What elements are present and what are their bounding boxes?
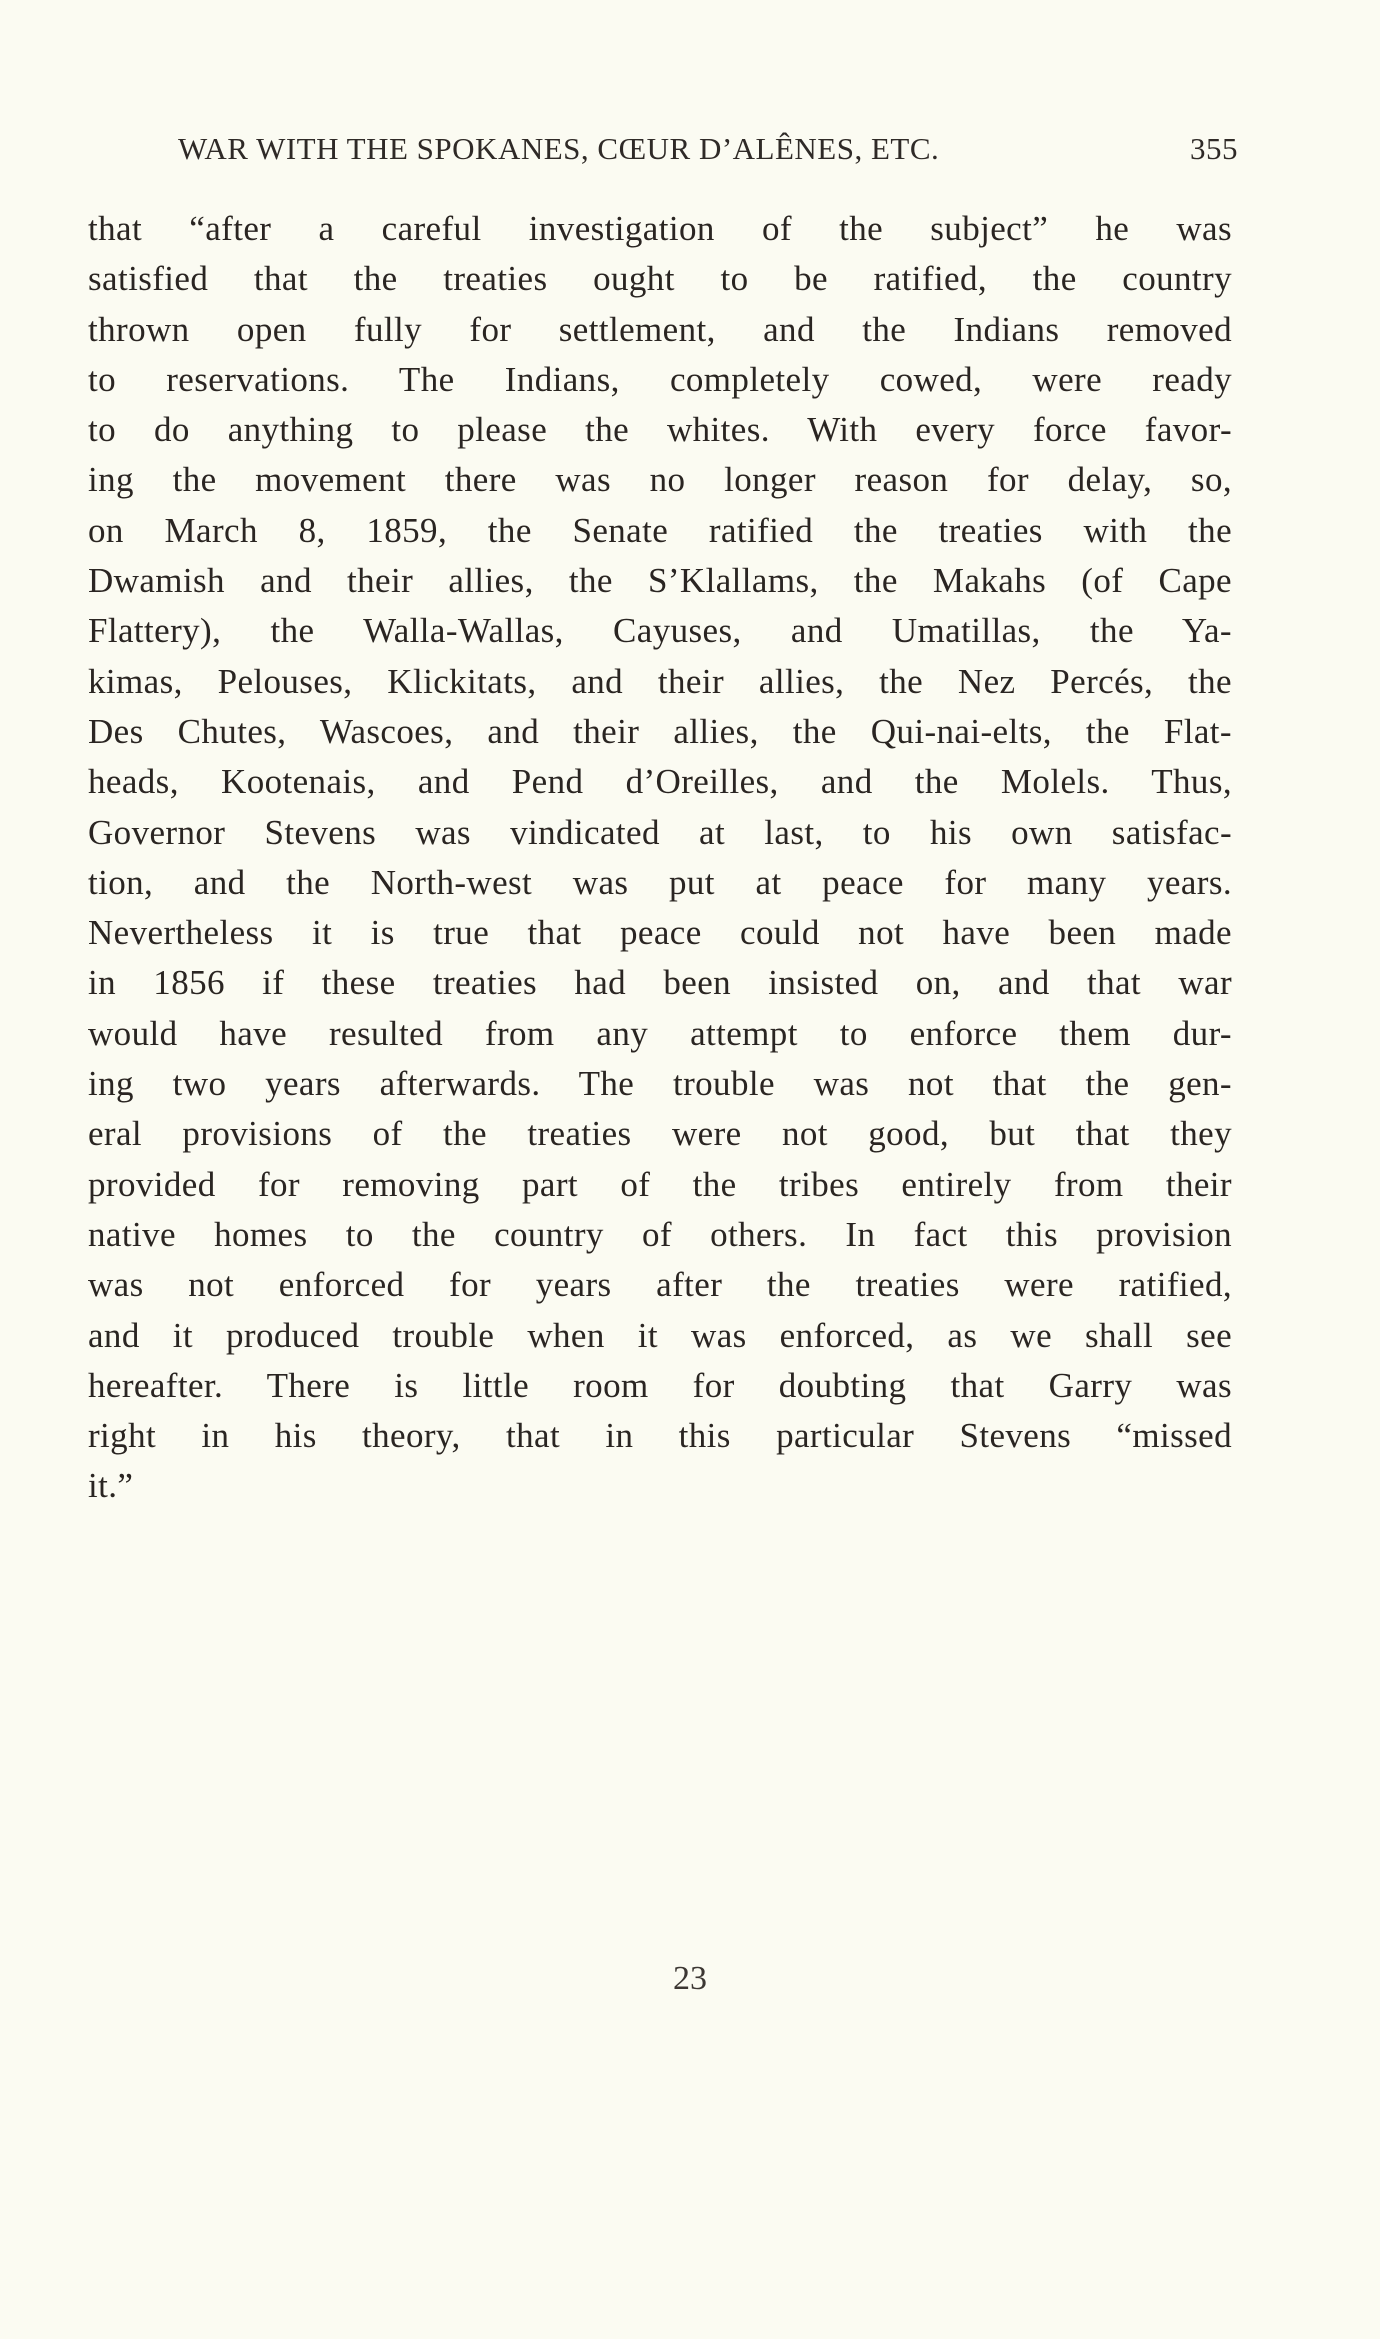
text-line: satisfied that the treaties ought to be ratified, the country (88, 259, 1232, 299)
text-line: would have resulted from any attempt to enforce them dur- (88, 1013, 1232, 1053)
text-line: Des Chutes, Wascoes, and their allies, the Qui-nai-elts, the Flat- (88, 711, 1232, 751)
text-line: eral provisions of the treaties were not good, but that they (88, 1114, 1232, 1154)
text-line: tion, and the North-west was put at peace for many years. (88, 862, 1232, 902)
text-line: ing two years afterwards. The trouble was not that the gen- (88, 1064, 1232, 1104)
body-paragraph (88, 204, 1232, 1512)
signature-mark: 23 (673, 1960, 707, 1997)
running-head: WAR WITH THE SPOKANES, CŒUR D’ALÊNES, ETC. (178, 131, 940, 166)
text-line: on March 8, 1859, the Senate ratified the treaties with the (88, 510, 1232, 550)
text-line: Dwamish and their allies, the S’Klallams, the Makahs (of Cape (88, 561, 1232, 601)
text-line: to do anything to please the whites. With every force favor- (88, 410, 1232, 450)
text-line: that “after a careful investigation of the subject” he was (88, 209, 1232, 248)
text-line: and it produced trouble when it was enforced, as we shall see (88, 1315, 1232, 1355)
text-line: in 1856 if these treaties had been insisted on, and that war (88, 963, 1232, 1003)
text-line: right in his theory, that in this particular Stevens “missed (88, 1416, 1232, 1456)
text-line: it.” (88, 1466, 134, 1506)
text-line: Nevertheless it is true that peace could not have been made (88, 913, 1232, 953)
text-line: provided for removing part of the tribes entirely from their (88, 1164, 1232, 1204)
page-number: 355 (1190, 131, 1238, 166)
text-line: Flattery), the Walla-Wallas, Cayuses, and Umatillas, the Ya- (88, 611, 1232, 651)
text-line: heads, Kootenais, and Pend d’Oreilles, and the Molels. Thus, (88, 762, 1232, 802)
text-line: was not enforced for years after the treaties were ratified, (88, 1265, 1232, 1305)
text-line: to reservations. The Indians, completely cowed, were ready (88, 359, 1232, 399)
page-header (178, 124, 1238, 174)
text-line: native homes to the country of others. In fact this provision (88, 1214, 1232, 1254)
text-line: ing the movement there was no longer reason for delay, so, (88, 460, 1232, 500)
text-line: thrown open fully for settlement, and the Indians removed (88, 309, 1232, 349)
text-line: kimas, Pelouses, Klickitats, and their allies, the Nez Percés, the (88, 661, 1232, 701)
text-line: hereafter. There is little room for doubting that Garry was (88, 1365, 1232, 1405)
text-line: Governor Stevens was vindicated at last, to his own satisfac- (88, 812, 1232, 852)
